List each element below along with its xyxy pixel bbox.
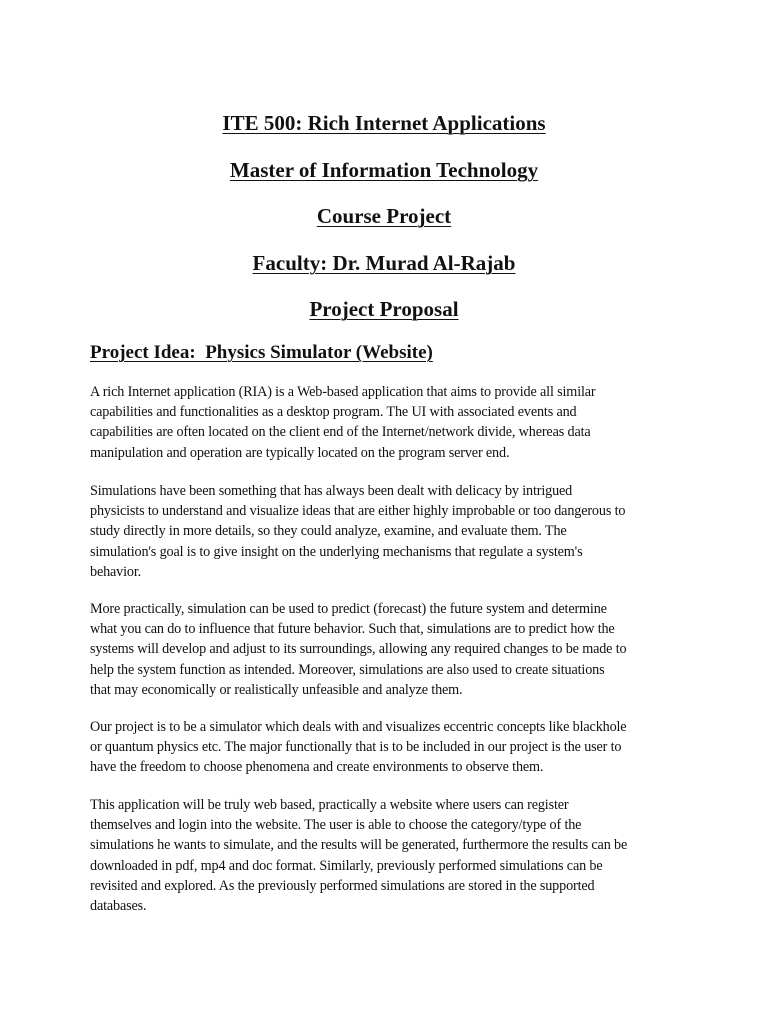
paragraph-line: that may economically or realistically unfeasible and analyze them. <box>90 681 463 698</box>
paragraph-line: databases. <box>90 898 147 915</box>
course-title-heading <box>0 110 768 136</box>
faculty-heading <box>0 250 768 276</box>
paragraph-line: manipulation and operation are typically located on the program server end. <box>90 444 510 461</box>
paragraph-line: A rich Internet application (RIA) is a Web-based application that aims to provide all similar <box>90 384 596 400</box>
project-idea-heading: Project Idea: Physics Simulator (Website) <box>90 342 433 363</box>
paragraph-line: simulations he wants to simulate, and the results will be generated, furthermore the results can be <box>90 837 628 854</box>
paragraph-line: study directly in more details, so they could analyze, examine, and evaluate them. The <box>90 523 567 540</box>
paragraph-application-features <box>90 795 690 916</box>
paragraph-line: themselves and login into the website. The user is able to choose the category/type of the <box>90 817 582 834</box>
paragraph-line: simulation's goal is to give insight on the underlying mechanisms that regulate a system's <box>90 543 583 560</box>
paragraph-line: systems will develop and adjust to its surroundings, allowing any required changes to be made to <box>90 641 627 658</box>
paragraph-line: what you can do to influence that future behavior. Such that, simulations are to predict how the <box>90 621 615 638</box>
paragraph-simulations-purpose <box>90 481 690 582</box>
course-title-text: ITE 500: Rich Internet Applications <box>222 111 546 135</box>
project-proposal-heading <box>0 296 768 322</box>
paragraph-line: have the freedom to choose phenomena and create environments to observe them. <box>90 759 544 776</box>
paragraph-line: Simulations have been something that has always been dealt with delicacy by intrigued <box>90 483 573 499</box>
paragraph-line: Our project is to be a simulator which deals with and visualizes eccentric concepts like blackhole <box>90 719 627 735</box>
project-proposal-text: Project Proposal <box>309 297 459 321</box>
degree-text: Master of Information Technology <box>229 158 539 182</box>
paragraph-ria-definition <box>90 382 690 463</box>
paragraph-line: capabilities and functionalities as a desktop program. The UI with associated events and <box>90 404 577 421</box>
paragraph-line: behavior. <box>90 563 142 580</box>
paragraph-line: or quantum physics etc. The major functionally that is to be included in our project is the user to <box>90 739 622 756</box>
paragraph-line: revisited and explored. As the previously performed simulations are stored in the supported <box>90 877 595 894</box>
paragraph-line: downloaded in pdf, mp4 and doc format. Similarly, previously performed simulations can be <box>90 857 603 874</box>
paragraph-line: This application will be truly web based, practically a website where users can register <box>90 797 569 813</box>
faculty-text: Faculty: Dr. Murad Al-Rajab <box>252 251 516 275</box>
paragraph-line: More practically, simulation can be used to predict (forecast) the future system and determine <box>90 601 607 617</box>
paragraph-project-scope <box>90 717 690 778</box>
paragraph-line: capabilities are often located on the client end of the Internet/network divide, whereas data <box>90 424 591 441</box>
paragraph-line: help the system function as intended. Moreover, simulations are also used to create situations <box>90 661 605 678</box>
course-project-text: Course Project <box>316 204 452 228</box>
paragraph-simulation-uses <box>90 599 690 700</box>
course-project-heading <box>0 203 768 229</box>
degree-heading <box>0 157 768 183</box>
paragraph-line: physicists to understand and visualize ideas that are either highly improbable or too dangerous to <box>90 503 626 520</box>
